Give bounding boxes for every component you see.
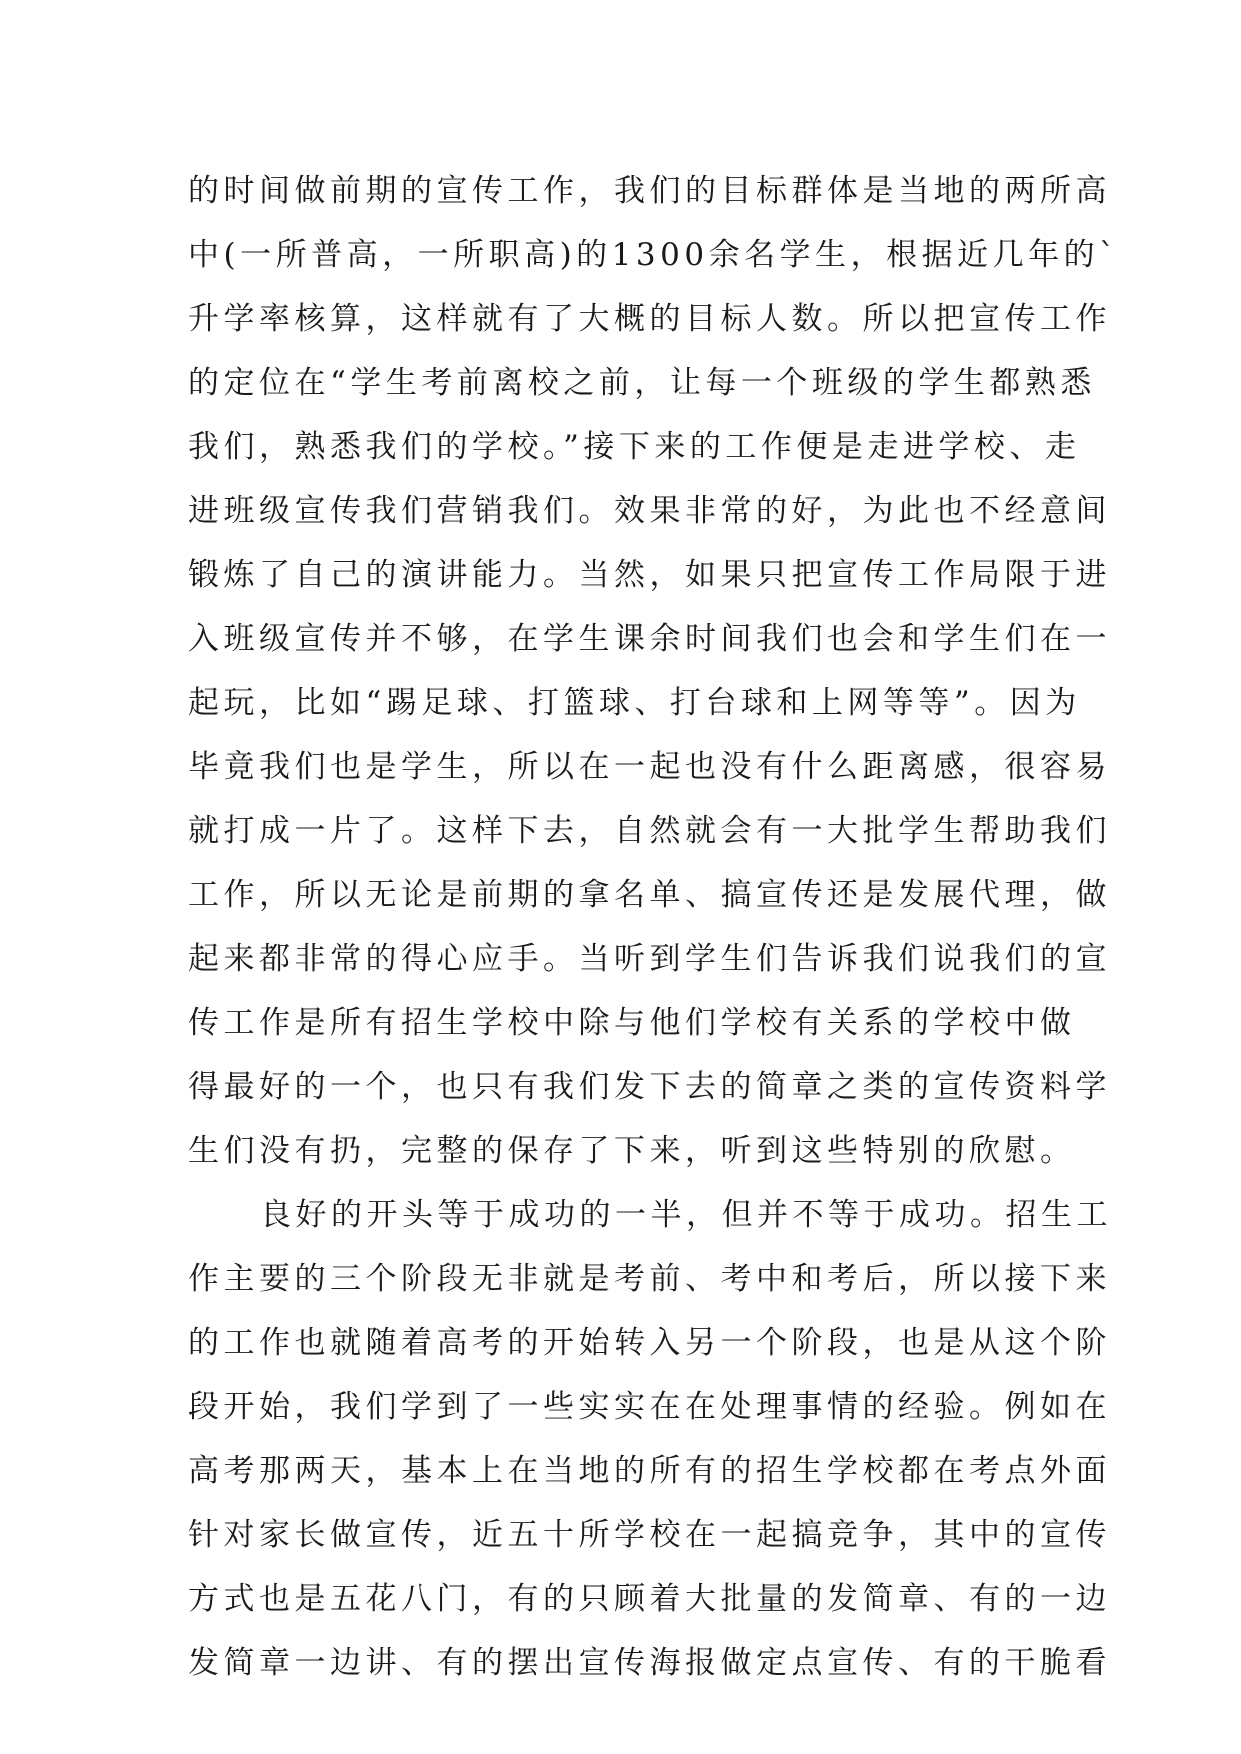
text-line: 高考那两天，基本上在当地的所有的招生学校都在考点外面 xyxy=(188,1453,1111,1489)
text-line: 起玩，比如“踢足球、打篮球、打台球和上网等等”。因为 xyxy=(188,685,1081,721)
text-line: 发简章一边讲、有的摆出宣传海报做定点宣传、有的干脆看 xyxy=(188,1645,1111,1681)
text-line: 针对家长做宣传，近五十所学校在一起搞竞争，其中的宣传 xyxy=(188,1517,1111,1553)
text-line: 入班级宣传并不够，在学生课余时间我们也会和学生们在一 xyxy=(188,621,1111,657)
text-line: 中(一所普高，一所职高)的1300余名学生，根据近几年的` xyxy=(188,237,1120,273)
text-line: 的工作也就随着高考的开始转入另一个阶段，也是从这个阶 xyxy=(188,1325,1111,1361)
text-line: 就打成一片了。这样下去，自然就会有一大批学生帮助我们 xyxy=(188,813,1111,849)
text-line: 的时间做前期的宣传工作，我们的目标群体是当地的两所高 xyxy=(188,173,1111,209)
text-line: 的定位在“学生考前离校之前，让每一个班级的学生都熟悉 xyxy=(188,365,1096,401)
text-line: 毕竟我们也是学生，所以在一起也没有什么距离感，很容易 xyxy=(188,749,1111,785)
text-line: 我们，熟悉我们的学校。”接下来的工作便是走进学校、走 xyxy=(188,429,1081,465)
paragraph-start-line: 良好的开头等于成功的一半，但并不等于成功。招生工 xyxy=(260,1197,1112,1233)
text-line: 工作，所以无论是前期的拿名单、搞宣传还是发展代理，做 xyxy=(188,877,1111,913)
text-line: 得最好的一个，也只有我们发下去的简章之类的宣传资料学 xyxy=(188,1069,1111,1105)
body-text xyxy=(188,159,1120,1695)
text-line: 进班级宣传我们营销我们。效果非常的好，为此也不经意间 xyxy=(188,493,1111,529)
text-line: 方式也是五花八门，有的只顾着大批量的发简章、有的一边 xyxy=(188,1581,1111,1617)
text-line: 起来都非常的得心应手。当听到学生们告诉我们说我们的宣 xyxy=(188,941,1111,977)
text-line: 段开始，我们学到了一些实实在在处理事情的经验。例如在 xyxy=(188,1389,1111,1425)
text-line: 升学率核算，这样就有了大概的目标人数。所以把宣传工作 xyxy=(188,301,1111,337)
text-line: 作主要的三个阶段无非就是考前、考中和考后，所以接下来 xyxy=(188,1261,1111,1297)
text-line: 传工作是所有招生学校中除与他们学校有关系的学校中做 xyxy=(188,1005,1076,1041)
text-line: 锻炼了自己的演讲能力。当然，如果只把宣传工作局限于进 xyxy=(188,557,1111,593)
text-line: 生们没有扔，完整的保存了下来，听到这些特别的欣慰。 xyxy=(188,1133,1076,1169)
